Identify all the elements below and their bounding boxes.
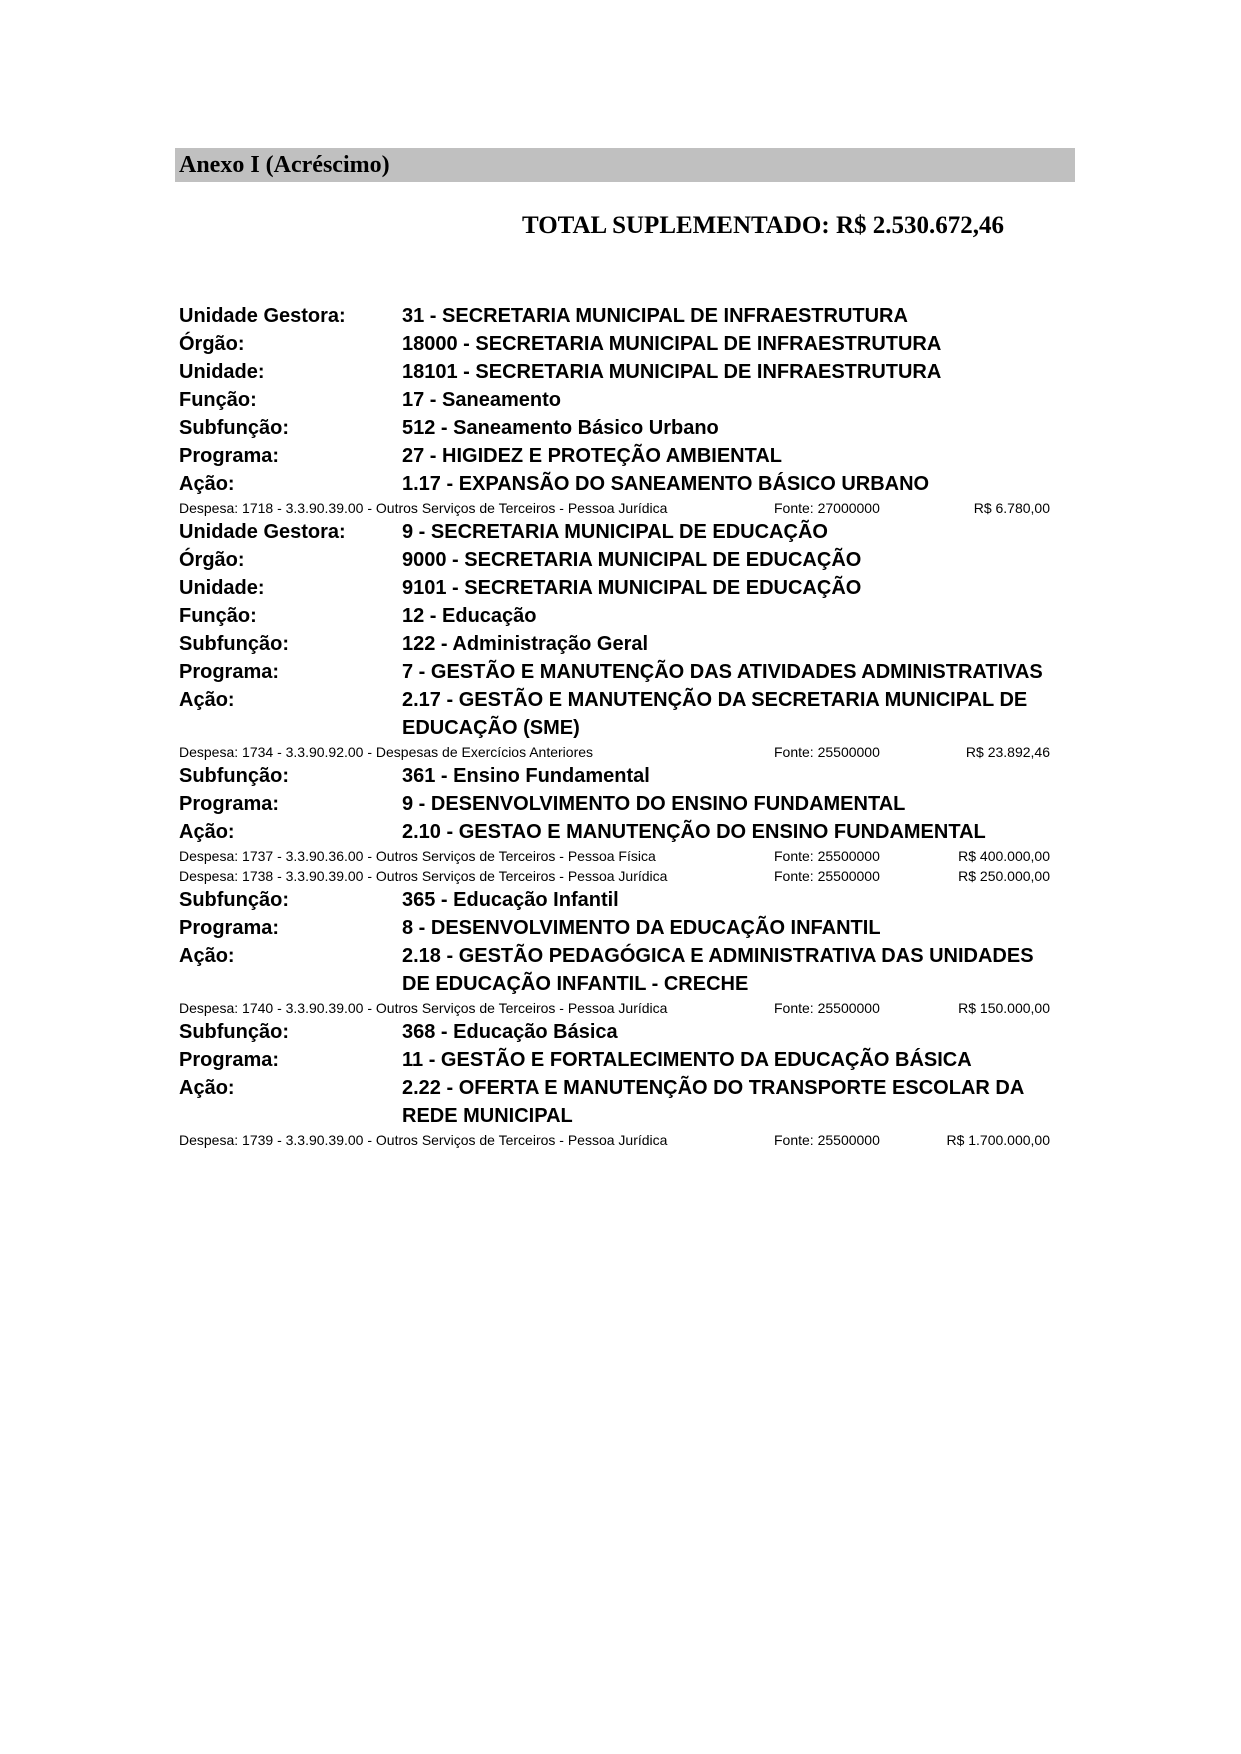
annex-title: Anexo I (Acréscimo) xyxy=(179,152,390,178)
row-value: 122 - Administração Geral xyxy=(402,633,649,655)
expense-amount: R$ 400.000,00 xyxy=(958,848,1050,864)
row-label: Ação: xyxy=(179,1077,235,1099)
row-value: 361 - Ensino Fundamental xyxy=(402,765,650,787)
row-label: Programa: xyxy=(179,917,280,939)
expense-amount: R$ 23.892,46 xyxy=(965,744,1050,760)
expense-source: Fonte: 25500000 xyxy=(774,848,880,864)
row-value: 9000 - SECRETARIA MUNICIPAL DE EDUCAÇÃO xyxy=(402,549,862,571)
row-label: Subfunção: xyxy=(179,1021,289,1043)
row-value: 368 - Educação Básica xyxy=(402,1021,618,1043)
expense-description: Despesa: 1734 - 3.3.90.92.00 - Despesas de Exercícios Anteriores xyxy=(179,744,594,760)
row-label: Subfunção: xyxy=(179,765,289,787)
row-value: 17 - Saneamento xyxy=(402,389,561,411)
row-label: Programa: xyxy=(179,445,280,467)
expense-description: Despesa: 1737 - 3.3.90.36.00 - Outros Serviços de Terceiros - Pessoa Física xyxy=(179,848,656,864)
row-label: Programa: xyxy=(179,793,280,815)
row-label: Programa: xyxy=(179,1049,280,1071)
row-label: Unidade Gestora: xyxy=(179,521,346,543)
row-value: 8 - DESENVOLVIMENTO DA EDUCAÇÃO INFANTIL xyxy=(402,917,881,939)
expense-amount: R$ 6.780,00 xyxy=(973,500,1050,516)
row-value: 512 - Saneamento Básico Urbano xyxy=(402,417,719,439)
expense-amount: R$ 250.000,00 xyxy=(958,868,1050,884)
row-label: Função: xyxy=(179,605,257,627)
expense-amount: R$ 150.000,00 xyxy=(958,1000,1050,1016)
row-label: Ação: xyxy=(179,821,235,843)
row-label: Função: xyxy=(179,389,257,411)
expense-description: Despesa: 1739 - 3.3.90.39.00 - Outros Serviços de Terceiros - Pessoa Jurídica xyxy=(179,1132,668,1148)
row-value: 2.18 - GESTÃO PEDAGÓGICA E ADMINISTRATIVA DAS UNIDADES DE EDUCAÇÃO INFANTIL - CRECHE xyxy=(402,945,1034,995)
row-label: Programa: xyxy=(179,661,280,683)
row-value: 2.22 - OFERTA E MANUTENÇÃO DO TRANSPORTE ESCOLAR DA REDE MUNICIPAL xyxy=(402,1077,1024,1127)
row-value: 9101 - SECRETARIA MUNICIPAL DE EDUCAÇÃO xyxy=(402,577,862,599)
row-value: 9 - DESENVOLVIMENTO DO ENSINO FUNDAMENTAL xyxy=(402,793,906,815)
row-label: Órgão: xyxy=(179,549,245,571)
row-value: 12 - Educação xyxy=(402,605,537,627)
row-value: 365 - Educação Infantil xyxy=(402,889,619,911)
row-value: 18000 - SECRETARIA MUNICIPAL DE INFRAESTRUTURA xyxy=(402,333,942,355)
expense-amount: R$ 1.700.000,00 xyxy=(946,1132,1050,1148)
row-label: Subfunção: xyxy=(179,417,289,439)
row-value: 31 - SECRETARIA MUNICIPAL DE INFRAESTRUTURA xyxy=(402,305,908,327)
row-label: Unidade: xyxy=(179,361,265,383)
expense-description: Despesa: 1718 - 3.3.90.39.00 - Outros Serviços de Terceiros - Pessoa Jurídica xyxy=(179,500,668,516)
row-value: 1.17 - EXPANSÃO DO SANEAMENTO BÁSICO URBANO xyxy=(402,473,930,495)
row-value: 7 - GESTÃO E MANUTENÇÃO DAS ATIVIDADES ADMINISTRATIVAS xyxy=(402,661,1043,683)
expense-source: Fonte: 25500000 xyxy=(774,1132,880,1148)
row-label: Subfunção: xyxy=(179,633,289,655)
row-label: Ação: xyxy=(179,945,235,967)
expense-source: Fonte: 25500000 xyxy=(774,744,880,760)
row-label: Órgão: xyxy=(179,333,245,355)
row-label: Unidade: xyxy=(179,577,265,599)
row-value: 2.10 - GESTAO E MANUTENÇÃO DO ENSINO FUNDAMENTAL xyxy=(402,821,986,843)
row-label: Subfunção: xyxy=(179,889,289,911)
expense-source: Fonte: 25500000 xyxy=(774,868,880,884)
total-supplemented: TOTAL SUPLEMENTADO: R$ 2.530.672,46 xyxy=(522,212,1004,239)
row-value: 27 - HIGIDEZ E PROTEÇÃO AMBIENTAL xyxy=(402,445,783,467)
row-value: 11 - GESTÃO E FORTALECIMENTO DA EDUCAÇÃO BÁSICA xyxy=(402,1049,972,1071)
row-label: Ação: xyxy=(179,473,235,495)
expense-source: Fonte: 25500000 xyxy=(774,1000,880,1016)
row-label: Ação: xyxy=(179,689,235,711)
expense-description: Despesa: 1738 - 3.3.90.39.00 - Outros Serviços de Terceiros - Pessoa Jurídica xyxy=(179,868,668,884)
expense-source: Fonte: 27000000 xyxy=(774,500,880,516)
expense-description: Despesa: 1740 - 3.3.90.39.00 - Outros Serviços de Terceiros - Pessoa Jurídica xyxy=(179,1000,668,1016)
row-value: 9 - SECRETARIA MUNICIPAL DE EDUCAÇÃO xyxy=(402,521,828,543)
row-value: 18101 - SECRETARIA MUNICIPAL DE INFRAESTRUTURA xyxy=(402,361,942,383)
row-label: Unidade Gestora: xyxy=(179,305,346,327)
row-value: 2.17 - GESTÃO E MANUTENÇÃO DA SECRETARIA MUNICIPAL DE EDUCAÇÃO (SME) xyxy=(402,689,1028,739)
